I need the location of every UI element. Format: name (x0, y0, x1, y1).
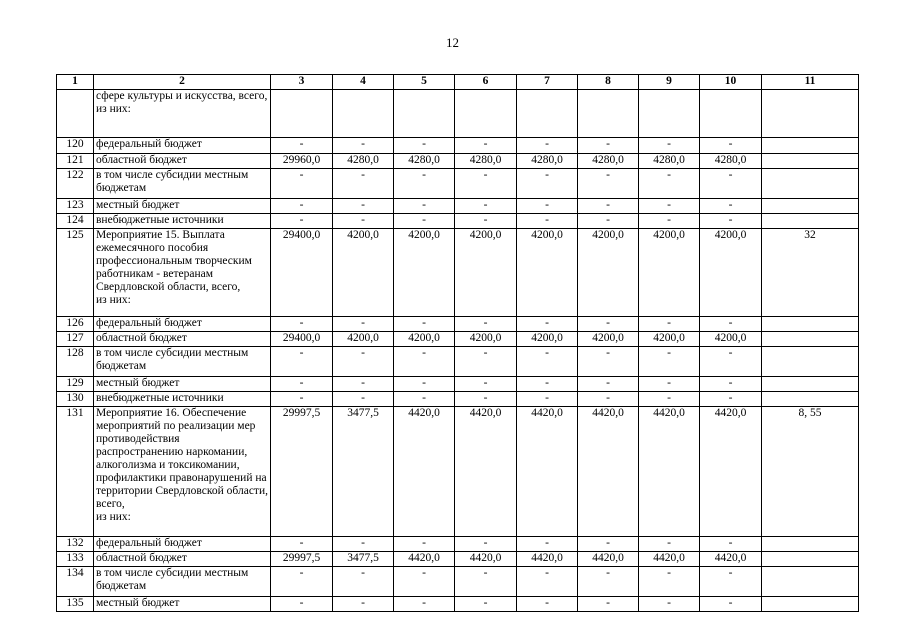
value-cell-col9: - (639, 392, 700, 407)
value-cell-col3: - (271, 317, 333, 332)
row-number (57, 90, 94, 138)
value-cell-col6: - (455, 567, 517, 597)
value-cell-col8: 4420,0 (578, 552, 639, 567)
reference-cell: 32 (762, 229, 859, 317)
table-row (57, 347, 859, 377)
value-cell-col7 (517, 90, 578, 138)
row-number: 135 (57, 597, 94, 612)
value-cell-col7: - (517, 347, 578, 377)
value-cell-col7: - (517, 567, 578, 597)
value-cell-col9: - (639, 537, 700, 552)
row-label: внебюджетные источники (94, 214, 271, 229)
row-label: местный бюджет (94, 377, 271, 392)
reference-cell (762, 199, 859, 214)
value-cell-col6: - (455, 199, 517, 214)
table-row (57, 407, 859, 537)
value-cell-col7: 4420,0 (517, 407, 578, 537)
row-label: в том числе субсидии местным бюджетам (94, 347, 271, 377)
value-cell-col8: - (578, 392, 639, 407)
value-cell-col3: - (271, 169, 333, 199)
value-cell-col6: 4420,0 (455, 552, 517, 567)
value-cell-col5: - (394, 567, 455, 597)
row-number: 120 (57, 138, 94, 154)
reference-cell (762, 90, 859, 138)
row-number: 123 (57, 199, 94, 214)
column-header-8: 8 (578, 75, 639, 90)
value-cell-col4: 3477,5 (333, 407, 394, 537)
row-label: федеральный бюджет (94, 317, 271, 332)
value-cell-col6: - (455, 138, 517, 154)
row-label: областной бюджет (94, 332, 271, 347)
row-number: 127 (57, 332, 94, 347)
value-cell-col4: - (333, 138, 394, 154)
value-cell-col7: - (517, 214, 578, 229)
value-cell-col8: - (578, 347, 639, 377)
value-cell-col6 (455, 90, 517, 138)
row-label: сфере культуры и искусства, всего, из них: (94, 90, 271, 138)
value-cell-col5: - (394, 199, 455, 214)
value-cell-col4: - (333, 214, 394, 229)
value-cell-col4: - (333, 169, 394, 199)
table-row (57, 199, 859, 214)
table-row (57, 169, 859, 199)
column-header-11: 11 (762, 75, 859, 90)
reference-cell (762, 567, 859, 597)
row-number: 126 (57, 317, 94, 332)
row-label: в том числе субсидии местным бюджетам (94, 169, 271, 199)
value-cell-col5: - (394, 597, 455, 612)
value-cell-col8: - (578, 537, 639, 552)
value-cell-col3: - (271, 597, 333, 612)
value-cell-col5: - (394, 138, 455, 154)
row-number: 132 (57, 537, 94, 552)
reference-cell (762, 138, 859, 154)
value-cell-col7: - (517, 377, 578, 392)
column-header-3: 3 (271, 75, 333, 90)
value-cell-col8: - (578, 377, 639, 392)
value-cell-col6: 4200,0 (455, 332, 517, 347)
value-cell-col10 (700, 90, 762, 138)
reference-cell (762, 392, 859, 407)
value-cell-col6: - (455, 214, 517, 229)
value-cell-col5: - (394, 392, 455, 407)
value-cell-col4: 4200,0 (333, 332, 394, 347)
table-row (57, 567, 859, 597)
reference-cell: 8, 55 (762, 407, 859, 537)
value-cell-col8: 4200,0 (578, 332, 639, 347)
value-cell-col3: - (271, 377, 333, 392)
value-cell-col3: 29997,5 (271, 407, 333, 537)
column-header-6: 6 (455, 75, 517, 90)
row-number: 122 (57, 169, 94, 199)
value-cell-col5: - (394, 214, 455, 229)
value-cell-col7: 4200,0 (517, 229, 578, 317)
table-row (57, 392, 859, 407)
value-cell-col10: - (700, 169, 762, 199)
value-cell-col8: - (578, 138, 639, 154)
column-header-2: 2 (94, 75, 271, 90)
row-label: областной бюджет (94, 154, 271, 169)
value-cell-col8: 4420,0 (578, 407, 639, 537)
table-row (57, 154, 859, 169)
column-header-5: 5 (394, 75, 455, 90)
value-cell-col6: - (455, 169, 517, 199)
value-cell-col5: 4200,0 (394, 332, 455, 347)
row-number: 130 (57, 392, 94, 407)
value-cell-col9: - (639, 377, 700, 392)
value-cell-col3: 29400,0 (271, 229, 333, 317)
row-number: 125 (57, 229, 94, 317)
value-cell-col5: - (394, 537, 455, 552)
value-cell-col6: - (455, 392, 517, 407)
value-cell-col4 (333, 90, 394, 138)
row-number: 129 (57, 377, 94, 392)
value-cell-col6: - (455, 377, 517, 392)
row-label: внебюджетные источники (94, 392, 271, 407)
column-header-9: 9 (639, 75, 700, 90)
value-cell-col10: - (700, 537, 762, 552)
reference-cell (762, 317, 859, 332)
row-label: областной бюджет (94, 552, 271, 567)
value-cell-col9: 4200,0 (639, 229, 700, 317)
value-cell-col7: 4200,0 (517, 332, 578, 347)
value-cell-col4: - (333, 317, 394, 332)
row-number: 131 (57, 407, 94, 537)
row-number: 133 (57, 552, 94, 567)
value-cell-col10: 4200,0 (700, 332, 762, 347)
reference-cell (762, 154, 859, 169)
header-row (57, 75, 859, 90)
value-cell-col3: - (271, 347, 333, 377)
value-cell-col3: - (271, 392, 333, 407)
value-cell-col9 (639, 90, 700, 138)
table-row (57, 537, 859, 552)
table-row (57, 332, 859, 347)
value-cell-col8: - (578, 199, 639, 214)
value-cell-col8: 4280,0 (578, 154, 639, 169)
value-cell-col5: - (394, 317, 455, 332)
reference-cell (762, 597, 859, 612)
reference-cell (762, 169, 859, 199)
value-cell-col3: - (271, 567, 333, 597)
value-cell-col7: - (517, 138, 578, 154)
value-cell-col7: - (517, 392, 578, 407)
value-cell-col3: - (271, 199, 333, 214)
column-header-4: 4 (333, 75, 394, 90)
value-cell-col6: 4200,0 (455, 229, 517, 317)
value-cell-col4: - (333, 537, 394, 552)
value-cell-col10: 4200,0 (700, 229, 762, 317)
reference-cell (762, 214, 859, 229)
value-cell-col7: 4420,0 (517, 552, 578, 567)
value-cell-col7: - (517, 199, 578, 214)
value-cell-col8: - (578, 169, 639, 199)
value-cell-col10: 4420,0 (700, 552, 762, 567)
value-cell-col3: - (271, 138, 333, 154)
page-number: 12 (446, 35, 459, 50)
value-cell-col9: - (639, 199, 700, 214)
value-cell-col7: - (517, 537, 578, 552)
row-number: 121 (57, 154, 94, 169)
value-cell-col3: 29960,0 (271, 154, 333, 169)
value-cell-col5: 4420,0 (394, 407, 455, 537)
value-cell-col8: - (578, 597, 639, 612)
value-cell-col5: 4280,0 (394, 154, 455, 169)
reference-cell (762, 537, 859, 552)
table-row (57, 552, 859, 567)
value-cell-col9: - (639, 567, 700, 597)
value-cell-col5: - (394, 377, 455, 392)
value-cell-col7: - (517, 597, 578, 612)
value-cell-col3: 29997,5 (271, 552, 333, 567)
value-cell-col9: - (639, 597, 700, 612)
value-cell-col8 (578, 90, 639, 138)
row-number: 128 (57, 347, 94, 377)
value-cell-col9: 4420,0 (639, 407, 700, 537)
value-cell-col10: - (700, 347, 762, 377)
value-cell-col6: - (455, 347, 517, 377)
value-cell-col10: - (700, 392, 762, 407)
value-cell-col10: - (700, 567, 762, 597)
reference-cell (762, 347, 859, 377)
value-cell-col5: 4420,0 (394, 552, 455, 567)
value-cell-col6: 4280,0 (455, 154, 517, 169)
row-label: Мероприятие 15. Выплата ежемесячного пособия профессиональным творческим работникам - ветеранам Свердловской области, всего, из них: (94, 229, 271, 317)
budget-table (56, 74, 859, 612)
value-cell-col4: - (333, 199, 394, 214)
value-cell-col10: 4280,0 (700, 154, 762, 169)
value-cell-col9: 4420,0 (639, 552, 700, 567)
value-cell-col9: - (639, 214, 700, 229)
table-row (57, 214, 859, 229)
value-cell-col9: - (639, 169, 700, 199)
table-row (57, 377, 859, 392)
value-cell-col4: 4200,0 (333, 229, 394, 317)
value-cell-col9: - (639, 347, 700, 377)
row-number: 124 (57, 214, 94, 229)
value-cell-col10: 4420,0 (700, 407, 762, 537)
value-cell-col5: - (394, 347, 455, 377)
value-cell-col3: 29400,0 (271, 332, 333, 347)
value-cell-col9: 4200,0 (639, 332, 700, 347)
table-row (57, 317, 859, 332)
value-cell-col6: - (455, 537, 517, 552)
row-label: в том числе субсидии местным бюджетам (94, 567, 271, 597)
row-label: федеральный бюджет (94, 537, 271, 552)
reference-cell (762, 377, 859, 392)
value-cell-col8: - (578, 567, 639, 597)
value-cell-col5: - (394, 169, 455, 199)
value-cell-col6: - (455, 317, 517, 332)
value-cell-col10: - (700, 317, 762, 332)
table-row (57, 90, 859, 138)
value-cell-col5 (394, 90, 455, 138)
value-cell-col10: - (700, 138, 762, 154)
value-cell-col8: - (578, 317, 639, 332)
value-cell-col7: - (517, 169, 578, 199)
value-cell-col4: - (333, 377, 394, 392)
value-cell-col3: - (271, 537, 333, 552)
row-number: 134 (57, 567, 94, 597)
column-header-10: 10 (700, 75, 762, 90)
value-cell-col9: - (639, 138, 700, 154)
table-row (57, 138, 859, 154)
value-cell-col6: - (455, 597, 517, 612)
column-header-7: 7 (517, 75, 578, 90)
row-label: местный бюджет (94, 597, 271, 612)
row-label: Мероприятие 16. Обеспечение мероприятий по реализации мер противодействия распространению наркомании, алкоголизма и токсикомании, профилактики правонарушений на территории Свердловской области, всего, из них: (94, 407, 271, 537)
reference-cell (762, 552, 859, 567)
value-cell-col10: - (700, 597, 762, 612)
value-cell-col4: - (333, 597, 394, 612)
row-label: федеральный бюджет (94, 138, 271, 154)
value-cell-col10: - (700, 214, 762, 229)
column-header-1: 1 (57, 75, 94, 90)
value-cell-col4: 3477,5 (333, 552, 394, 567)
value-cell-col6: 4420,0 (455, 407, 517, 537)
value-cell-col3: - (271, 214, 333, 229)
value-cell-col3 (271, 90, 333, 138)
value-cell-col8: 4200,0 (578, 229, 639, 317)
reference-cell (762, 332, 859, 347)
value-cell-col5: 4200,0 (394, 229, 455, 317)
value-cell-col4: - (333, 392, 394, 407)
value-cell-col8: - (578, 214, 639, 229)
value-cell-col7: - (517, 317, 578, 332)
table-row (57, 229, 859, 317)
table-row (57, 597, 859, 612)
value-cell-col9: - (639, 317, 700, 332)
value-cell-col7: 4280,0 (517, 154, 578, 169)
row-label: местный бюджет (94, 199, 271, 214)
value-cell-col4: 4280,0 (333, 154, 394, 169)
value-cell-col10: - (700, 377, 762, 392)
value-cell-col10: - (700, 199, 762, 214)
value-cell-col4: - (333, 567, 394, 597)
value-cell-col9: 4280,0 (639, 154, 700, 169)
value-cell-col4: - (333, 347, 394, 377)
